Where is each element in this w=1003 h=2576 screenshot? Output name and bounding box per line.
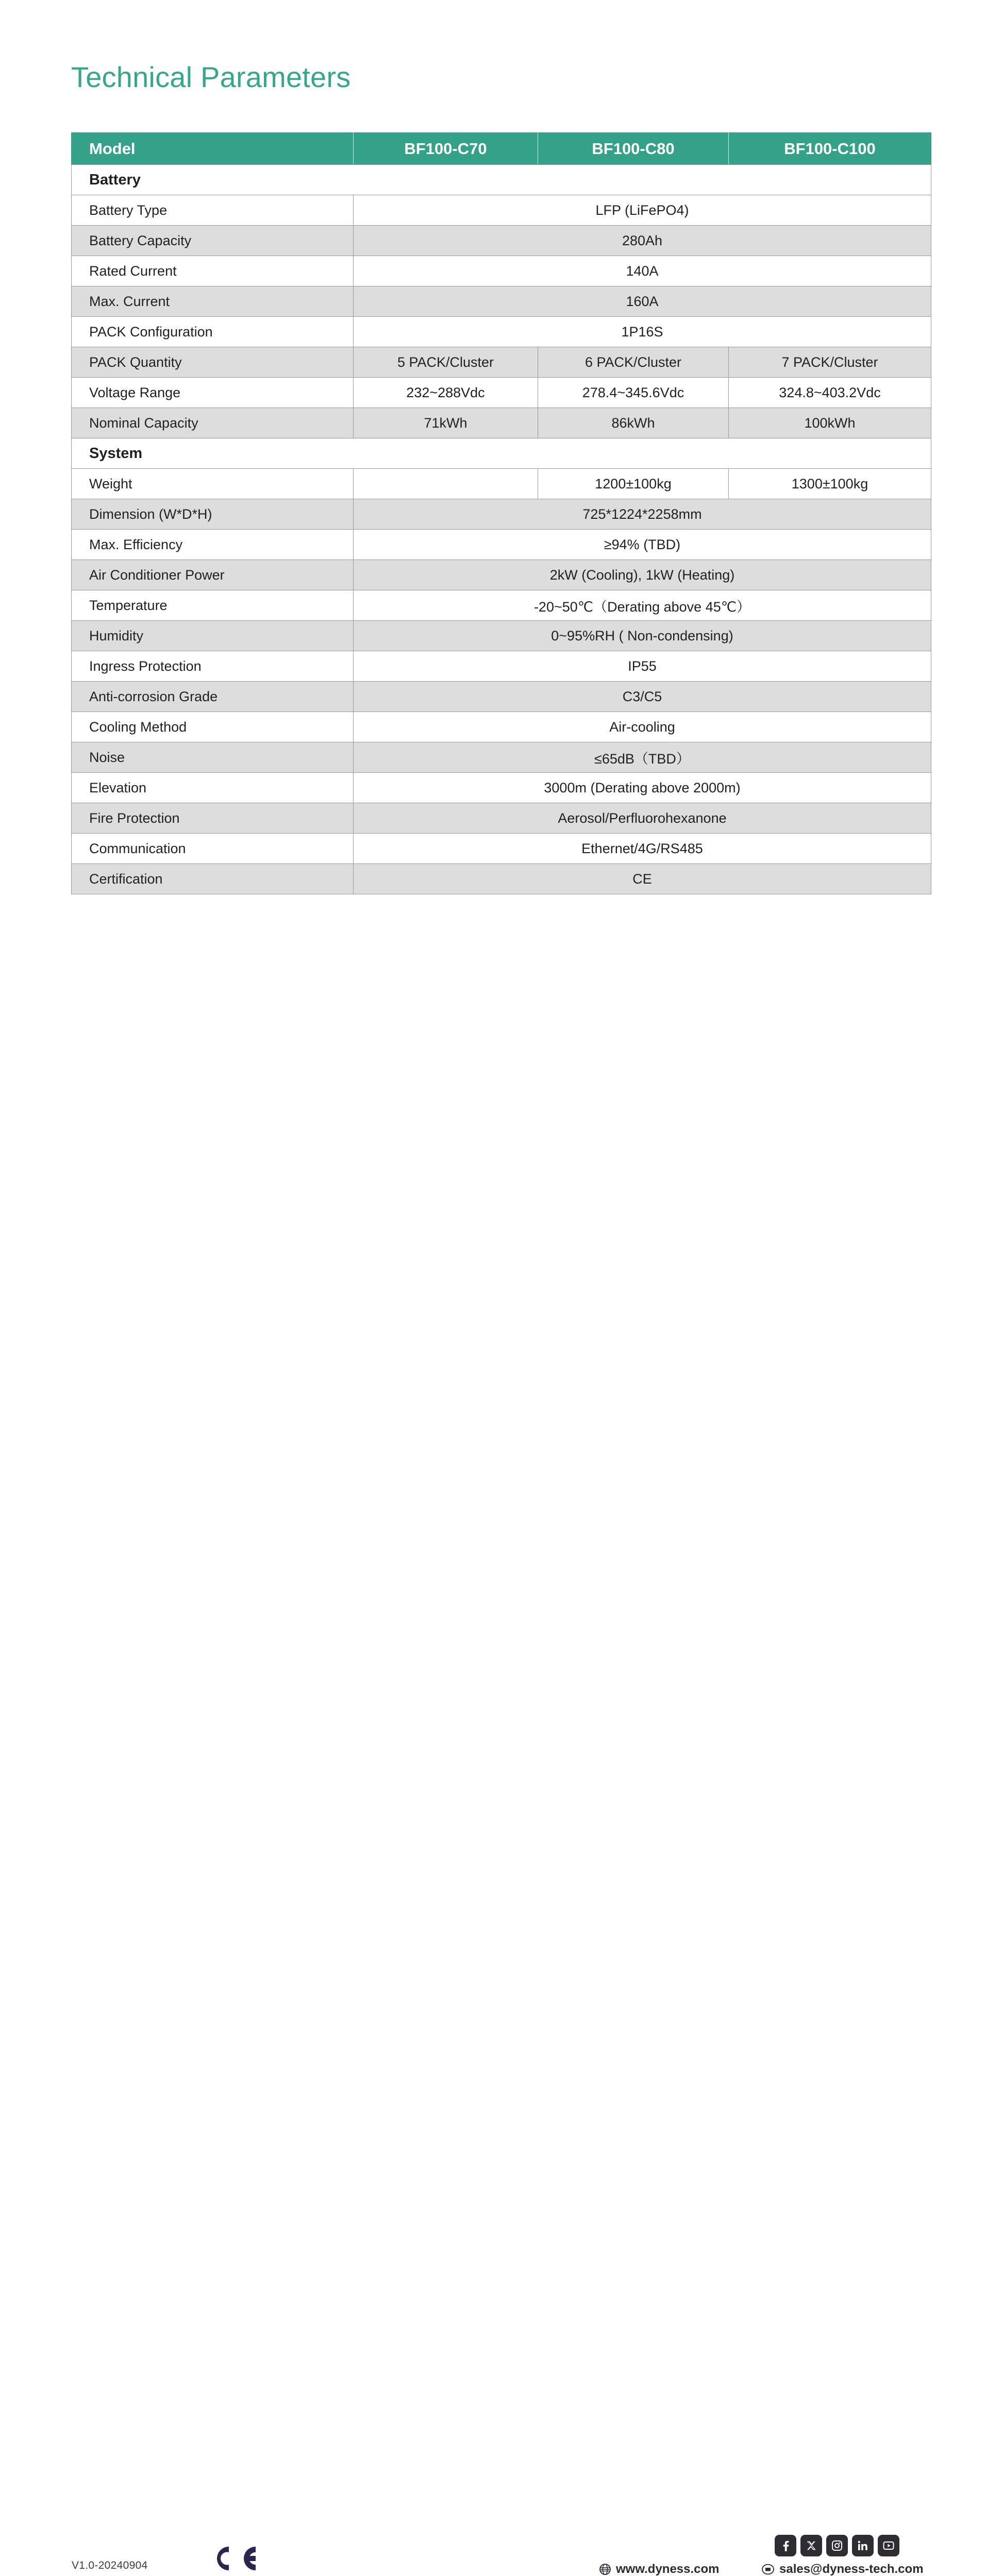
table-row (72, 317, 931, 347)
section-row-battery (72, 165, 931, 195)
row-label: Air Conditioner Power (72, 560, 354, 590)
row-value-col3: 324.8~403.2Vdc (729, 378, 931, 408)
website-label: www.dyness.com (616, 2562, 720, 2576)
table-row (72, 834, 931, 864)
row-value-col1: 232~288Vdc (354, 378, 538, 408)
email-link[interactable] (761, 2562, 924, 2576)
row-value: ≥94% (TBD) (354, 530, 931, 560)
table-row (72, 530, 931, 560)
facebook-icon[interactable] (775, 2535, 796, 2556)
row-value: LFP (LiFePO4) (354, 195, 931, 226)
row-value: Ethernet/4G/RS485 (354, 834, 931, 864)
row-value: 140A (354, 256, 931, 286)
table-row (72, 803, 931, 834)
table-row (72, 590, 931, 621)
row-label: Cooling Method (72, 712, 354, 742)
ce-mark-icon (208, 2544, 258, 2573)
row-value: Aerosol/Perfluorohexanone (354, 803, 931, 834)
social-links[interactable] (775, 2535, 899, 2556)
row-value: ≤65dB（TBD） (354, 742, 931, 773)
table-row (72, 621, 931, 651)
row-value: CE (354, 864, 931, 894)
row-label: PACK Configuration (72, 317, 354, 347)
table-row (72, 469, 931, 499)
section-row-system (72, 438, 931, 469)
row-label: PACK Quantity (72, 347, 354, 378)
row-value-col1 (354, 469, 538, 499)
row-label: Dimension (W*D*H) (72, 499, 354, 530)
row-value-col3: 1300±100kg (729, 469, 931, 499)
envelope-icon (761, 2564, 775, 2575)
row-label: Voltage Range (72, 378, 354, 408)
globe-icon (599, 2563, 611, 2575)
table-body (72, 165, 931, 894)
row-label: Weight (72, 469, 354, 499)
row-value: IP55 (354, 651, 931, 682)
table-row (72, 742, 931, 773)
row-label: Anti-corrosion Grade (72, 682, 354, 712)
table-row (72, 682, 931, 712)
column-header-model: Model (72, 133, 354, 165)
row-label: Ingress Protection (72, 651, 354, 682)
row-label: Fire Protection (72, 803, 354, 834)
document-version: V1.0-20240904 (72, 2560, 148, 2571)
row-value: 280Ah (354, 226, 931, 256)
row-label: Noise (72, 742, 354, 773)
youtube-icon[interactable] (878, 2535, 899, 2556)
table-row (72, 864, 931, 894)
row-value: 160A (354, 286, 931, 317)
row-value: 2kW (Cooling), 1kW (Heating) (354, 560, 931, 590)
row-value-col1: 71kWh (354, 408, 538, 438)
row-value: Air-cooling (354, 712, 931, 742)
row-value: 1P16S (354, 317, 931, 347)
table-row (72, 712, 931, 742)
table-row (72, 378, 931, 408)
table-row (72, 499, 931, 530)
row-value-col2: 86kWh (538, 408, 729, 438)
row-label: Max. Efficiency (72, 530, 354, 560)
table-row (72, 773, 931, 803)
row-label: Elevation (72, 773, 354, 803)
row-value-col1: 5 PACK/Cluster (354, 347, 538, 378)
page-title: Technical Parameters (71, 61, 351, 93)
table-row (72, 286, 931, 317)
row-label: Max. Current (72, 286, 354, 317)
email-label: sales@dyness-tech.com (779, 2562, 924, 2576)
table-header-row (72, 133, 931, 165)
column-header-bf100-c70: BF100-C70 (354, 133, 538, 165)
row-value: 3000m (Derating above 2000m) (354, 773, 931, 803)
table-row (72, 408, 931, 438)
page-footer (0, 1265, 1003, 2576)
row-label: Temperature (72, 590, 354, 621)
row-value: -20~50℃（Derating above 45℃） (354, 590, 931, 621)
row-value: C3/C5 (354, 682, 931, 712)
row-value-col3: 7 PACK/Cluster (729, 347, 931, 378)
row-label: Humidity (72, 621, 354, 651)
table-row (72, 560, 931, 590)
table-row (72, 226, 931, 256)
section-title: Battery (72, 165, 931, 195)
row-value: 0~95%RH ( Non-condensing) (354, 621, 931, 651)
row-value-col2: 6 PACK/Cluster (538, 347, 729, 378)
row-label: Battery Capacity (72, 226, 354, 256)
technical-parameters-table (71, 132, 931, 894)
row-value: 725*1224*2258mm (354, 499, 931, 530)
row-value-col2: 278.4~345.6Vdc (538, 378, 729, 408)
row-value-col2: 1200±100kg (538, 469, 729, 499)
instagram-icon[interactable] (826, 2535, 848, 2556)
row-label: Nominal Capacity (72, 408, 354, 438)
table-row (72, 347, 931, 378)
column-header-bf100-c100: BF100-C100 (729, 133, 931, 165)
row-label: Certification (72, 864, 354, 894)
section-title: System (72, 438, 931, 469)
table-row (72, 195, 931, 226)
table-row (72, 256, 931, 286)
x-twitter-icon[interactable] (800, 2535, 822, 2556)
website-link[interactable] (599, 2562, 720, 2576)
table-row (72, 651, 931, 682)
row-value-col3: 100kWh (729, 408, 931, 438)
column-header-bf100-c80: BF100-C80 (538, 133, 729, 165)
row-label: Rated Current (72, 256, 354, 286)
row-label: Communication (72, 834, 354, 864)
linkedin-icon[interactable] (852, 2535, 874, 2556)
row-label: Battery Type (72, 195, 354, 226)
